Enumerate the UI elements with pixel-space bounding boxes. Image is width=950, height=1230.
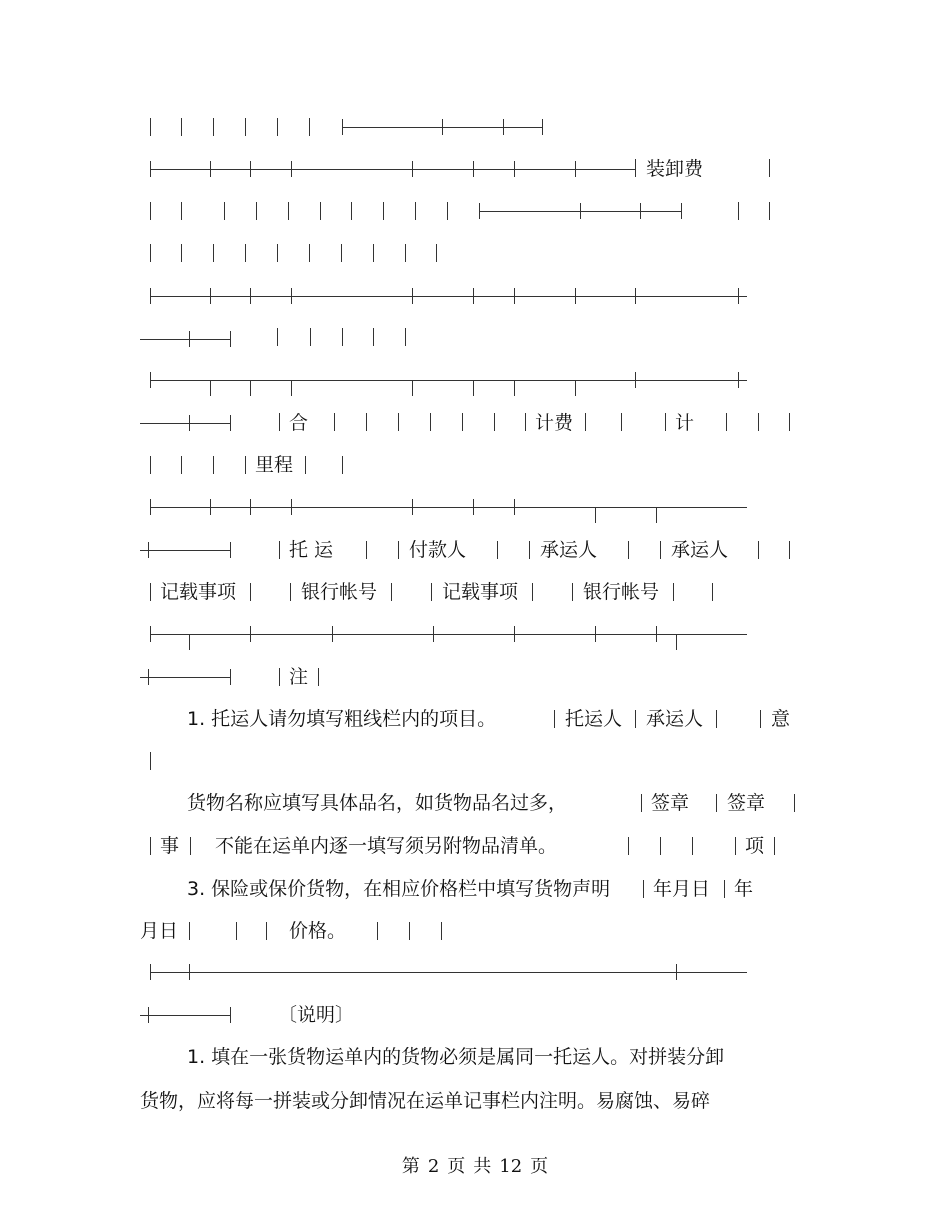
table-border	[575, 161, 576, 177]
label-billing: 计费	[535, 412, 574, 434]
label-loading-fee: 装卸费	[646, 158, 704, 180]
table-border	[291, 380, 292, 396]
note-2: 货物名称应填写具体品名，如货物品名过多，	[187, 792, 568, 814]
footer-ye: 页	[447, 1156, 466, 1177]
table-border	[351, 202, 352, 220]
table-border	[150, 752, 151, 770]
table-border	[514, 288, 515, 304]
table-border	[366, 413, 367, 431]
explanation-line-1: 1. 填在一张货物运单内的货物必须是属同一托运人。对拼装分卸	[187, 1046, 725, 1068]
table-border	[318, 668, 319, 686]
table-border	[148, 669, 149, 685]
label-stamp-2: 签章	[727, 792, 766, 814]
table-border	[580, 203, 581, 219]
table-border	[643, 880, 644, 898]
table-border	[213, 244, 214, 262]
table-border	[514, 380, 515, 396]
table-border	[309, 244, 310, 262]
table-border	[291, 161, 292, 177]
table-border	[656, 507, 657, 523]
table-border	[189, 964, 190, 980]
table-rule	[150, 634, 747, 635]
table-border	[342, 328, 343, 346]
table-rule	[150, 296, 747, 297]
label-shipper: 托 运	[289, 539, 334, 561]
label-yi: 意	[771, 708, 791, 730]
table-border	[210, 380, 211, 396]
table-border	[245, 456, 246, 474]
footer-di: 第	[401, 1156, 420, 1177]
table-border	[415, 202, 416, 220]
label-bank-1: 银行帐号	[301, 581, 378, 603]
table-border	[181, 202, 182, 220]
table-border	[320, 202, 321, 220]
table-border	[224, 202, 225, 220]
table-border	[150, 288, 151, 304]
label-notes-1: 记载事项	[160, 581, 237, 603]
table-border	[436, 244, 437, 262]
table-rule	[140, 339, 230, 340]
table-border	[532, 583, 533, 601]
table-border	[595, 626, 596, 642]
table-border	[760, 710, 761, 728]
label-mileage: 里程	[255, 454, 294, 476]
table-border	[250, 288, 251, 304]
note-1: 1. 托运人请勿填写粗线栏内的项目。	[187, 708, 497, 730]
table-border	[473, 499, 474, 515]
table-border	[447, 202, 448, 220]
note-3b: 价格。	[289, 920, 347, 942]
table-border	[716, 794, 717, 812]
table-border	[181, 456, 182, 474]
table-border	[279, 668, 280, 686]
table-border	[431, 583, 432, 601]
table-rule	[150, 507, 747, 508]
table-border	[473, 380, 474, 396]
table-border	[409, 922, 410, 940]
table-border	[150, 161, 151, 177]
table-border	[542, 119, 543, 135]
table-border	[442, 119, 443, 135]
table-border	[572, 583, 573, 601]
table-border	[665, 413, 666, 431]
table-border	[738, 288, 739, 304]
table-border	[383, 202, 384, 220]
table-border	[189, 634, 190, 650]
table-border	[635, 710, 636, 728]
table-border	[150, 456, 151, 474]
table-border	[412, 380, 413, 396]
table-rule	[150, 169, 635, 170]
table-rule	[140, 423, 230, 424]
table-border	[279, 413, 280, 431]
table-border	[514, 161, 515, 177]
table-rule	[140, 1015, 230, 1016]
table-border	[412, 161, 413, 177]
table-border	[150, 244, 151, 262]
table-border	[377, 922, 378, 940]
label-zhu: 注	[289, 666, 309, 688]
label-ji: 计	[675, 412, 695, 434]
table-border	[794, 794, 795, 812]
table-border	[473, 288, 474, 304]
label-date-3: 月日	[140, 920, 179, 942]
table-border	[189, 331, 190, 347]
table-border	[181, 118, 182, 136]
table-border	[236, 922, 237, 940]
table-border	[628, 837, 629, 855]
table-border	[342, 456, 343, 474]
table-border	[405, 328, 406, 346]
table-border	[150, 964, 151, 980]
table-border	[441, 922, 442, 940]
table-border	[789, 413, 790, 431]
table-border	[769, 159, 770, 177]
table-border	[250, 499, 251, 515]
table-border	[738, 202, 739, 220]
table-border	[676, 634, 677, 650]
table-border	[494, 413, 495, 431]
table-border	[405, 244, 406, 262]
table-border	[462, 413, 463, 431]
label-shi: 事	[160, 835, 180, 857]
table-border	[310, 328, 311, 346]
label-he: 合	[289, 412, 309, 434]
table-border	[230, 1007, 231, 1023]
table-border	[250, 626, 251, 642]
table-border	[150, 837, 151, 855]
table-border	[789, 541, 790, 559]
table-border	[150, 372, 151, 388]
table-border	[291, 288, 292, 304]
table-border	[277, 118, 278, 136]
table-border	[245, 118, 246, 136]
table-rule	[150, 380, 747, 381]
table-border	[735, 837, 736, 855]
table-border	[640, 203, 641, 219]
table-border	[210, 288, 211, 304]
table-rule	[140, 677, 230, 678]
table-border	[641, 794, 642, 812]
table-border	[150, 499, 151, 515]
table-border	[575, 380, 576, 396]
table-border	[245, 244, 246, 262]
table-border	[621, 413, 622, 431]
table-border	[250, 583, 251, 601]
table-border	[277, 244, 278, 262]
table-border	[525, 413, 526, 431]
label-carrier-1: 承运人	[540, 539, 598, 561]
table-border	[279, 541, 280, 559]
table-border	[433, 626, 434, 642]
table-border	[250, 380, 251, 396]
table-border	[230, 415, 231, 431]
table-border	[256, 202, 257, 220]
table-border	[412, 288, 413, 304]
table-border	[716, 710, 717, 728]
table-border	[150, 118, 151, 136]
table-border	[391, 583, 392, 601]
table-border	[366, 541, 367, 559]
table-border	[150, 202, 151, 220]
table-rule	[150, 972, 747, 973]
table-border	[758, 541, 759, 559]
table-border	[210, 499, 211, 515]
label-payer: 付款人	[409, 539, 467, 561]
table-border	[189, 922, 190, 940]
label-notes-2: 记载事项	[442, 581, 519, 603]
table-border	[503, 119, 504, 135]
label-bank-2: 银行帐号	[583, 581, 660, 603]
table-border	[230, 331, 231, 347]
table-border	[288, 202, 289, 220]
table-border	[148, 1007, 149, 1023]
table-border	[554, 710, 555, 728]
table-border	[309, 118, 310, 136]
table-border	[712, 583, 713, 601]
label-carrier-3: 承运人	[646, 708, 704, 730]
table-border	[774, 837, 775, 855]
note-3: 3. 保险或保价货物，在相应价格栏中填写货物声明	[187, 878, 611, 900]
table-border	[660, 541, 661, 559]
table-border	[758, 413, 759, 431]
table-border	[692, 837, 693, 855]
table-border	[150, 583, 151, 601]
table-border	[148, 542, 149, 558]
table-border	[656, 626, 657, 642]
table-border	[334, 413, 335, 431]
table-border	[398, 413, 399, 431]
table-border	[213, 118, 214, 136]
table-border	[635, 288, 636, 304]
table-border	[514, 626, 515, 642]
table-border	[213, 456, 214, 474]
table-border	[660, 837, 661, 855]
table-border	[724, 880, 725, 898]
table-border	[150, 626, 151, 642]
table-border	[676, 964, 677, 980]
table-border	[190, 837, 191, 855]
table-border	[181, 244, 182, 262]
table-border	[529, 541, 530, 559]
table-border	[635, 159, 636, 177]
table-border	[479, 203, 480, 219]
table-border	[189, 415, 190, 431]
table-border	[681, 203, 682, 219]
footer-total-pages: 12	[499, 1156, 523, 1177]
footer-page-number: 2	[427, 1156, 440, 1177]
table-border	[398, 541, 399, 559]
table-border	[291, 499, 292, 515]
table-border	[726, 413, 727, 431]
table-border	[332, 626, 333, 642]
explanation-line-2: 货物，应将每一拼装或分卸情况在运单记事栏内注明。易腐蚀、易碎	[140, 1090, 711, 1112]
table-border	[341, 244, 342, 262]
table-border	[342, 119, 343, 135]
table-border	[250, 161, 251, 177]
label-shipper-2: 托运人	[565, 708, 623, 730]
table-border	[230, 669, 231, 685]
label-stamp-1: 签章	[651, 792, 690, 814]
label-date-2: 年	[734, 878, 754, 900]
table-border	[738, 372, 739, 388]
table-border	[373, 328, 374, 346]
table-border	[305, 456, 306, 474]
table-rule	[140, 550, 230, 551]
note-2b: 不能在运单内逐一填写须另附物品清单。	[215, 835, 558, 857]
table-border	[473, 161, 474, 177]
label-carrier-2: 承运人	[671, 539, 729, 561]
footer-ye-2: 页	[530, 1156, 549, 1177]
table-border	[635, 372, 636, 388]
label-xiang: 项	[745, 835, 765, 857]
footer-gong: 共	[473, 1156, 492, 1177]
table-border	[514, 499, 515, 515]
table-border	[497, 541, 498, 559]
table-border	[230, 542, 231, 558]
table-border	[290, 583, 291, 601]
label-date-1: 年月日	[653, 878, 711, 900]
explanation-heading: 〔说明〕	[278, 1004, 355, 1026]
page-footer	[0, 1152, 950, 1178]
table-border	[585, 413, 586, 431]
table-border	[277, 328, 278, 346]
table-border	[412, 499, 413, 515]
table-border	[628, 541, 629, 559]
table-border	[769, 202, 770, 220]
table-border	[210, 161, 211, 177]
table-border	[595, 507, 596, 523]
table-border	[673, 583, 674, 601]
table-border	[266, 922, 267, 940]
table-border	[430, 413, 431, 431]
table-border	[373, 244, 374, 262]
table-border	[575, 288, 576, 304]
